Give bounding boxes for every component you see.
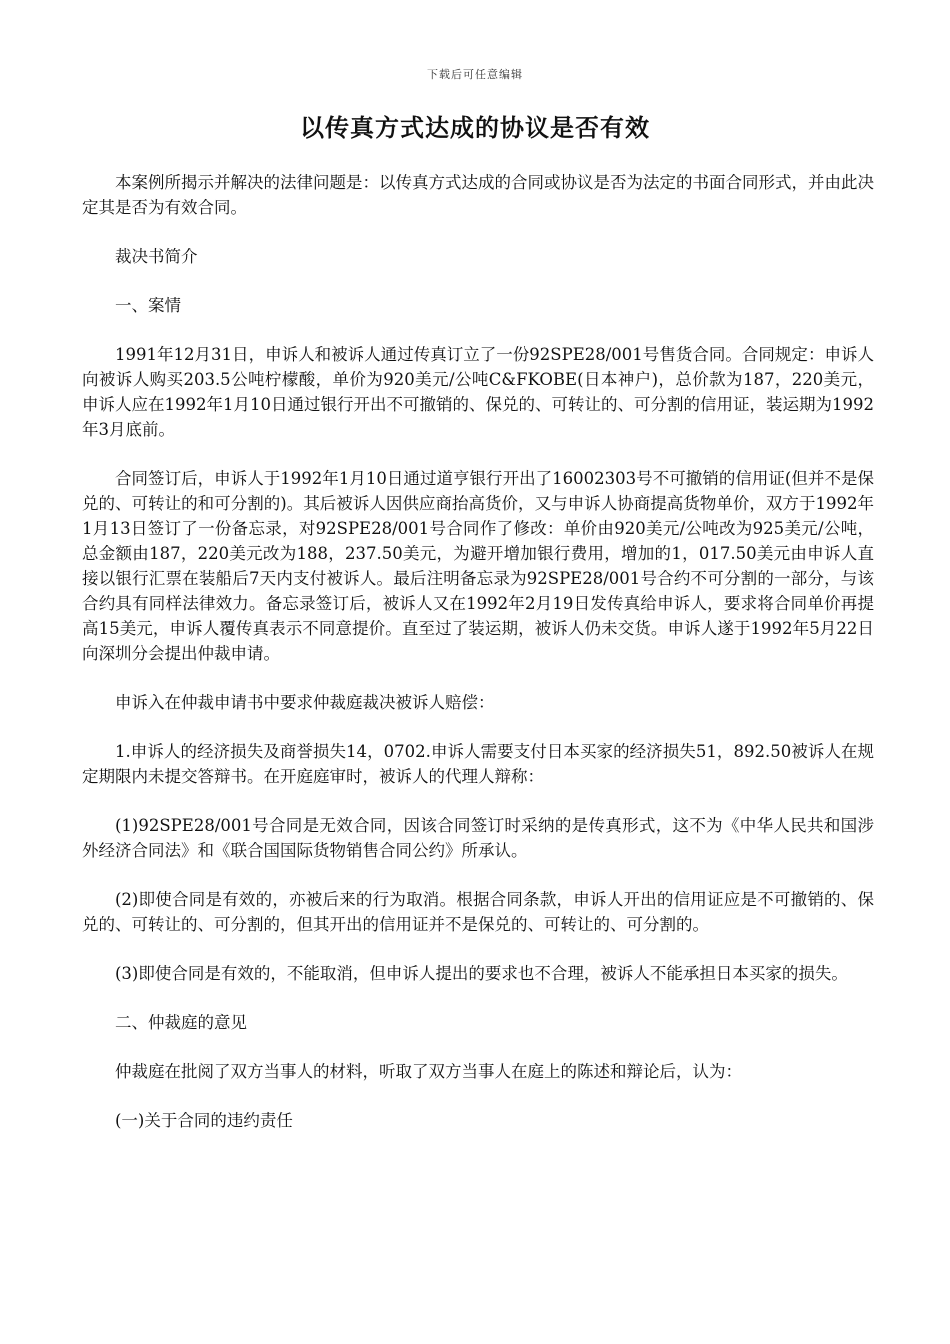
claim-intro-paragraph: 申诉入在仲裁申请书中要求仲裁庭裁决被诉人赔偿： [115, 693, 495, 712]
document-title: 以传真方式达成的协议是否有效 [300, 113, 650, 142]
subsection-heading-liability: (一)关于合同的违约责任 [115, 1111, 293, 1130]
case-paragraph-contract: 1991年12月31日，申诉人和被诉人通过传真订立了一份92SPE28/001号售货合同。合同规定：申诉人向被诉人购买203.5公吨柠檬酸，单价为920美元/公吨C&FKOBE(日本神户)，总价款为187，220美元，申诉人应在1992年1月10日通过银行开出不可撤销的、保兑的、可转让的、可分割的信用证，装运期为1992年3月底前。 [82, 345, 874, 439]
claim-item-1: 1.申诉人的经济损失及商誉损失14，0702.申诉人需要支付日本买家的经济损失51，892.50被诉人在规定期限内未提交答辩书。在开庭庭审时，被诉人的代理人辩称： [82, 742, 874, 786]
document-body [82, 170, 874, 1157]
defense-item-2: (2)即使合同是有效的，亦被后来的行为取消。根据合同条款，申诉人开出的信用证应是不可撤销的、保兑的、可转让的、可分割的，但其开出的信用证并不是保兑的、可转让的、可分割的。 [82, 890, 874, 934]
intro-paragraph: 本案例所揭示并解决的法律问题是：以传真方式达成的合同或协议是否为法定的书面合同形式，并由此决定其是否为有效合同。 [82, 173, 874, 217]
defense-item-3: (3)即使合同是有效的，不能取消，但申诉人提出的要求也不合理，被诉人不能承担日本买家的损失。 [115, 964, 848, 983]
defense-item-1: (1)92SPE28/001号合同是无效合同，因该合同签订时采纳的是传真形式，这不为《中华人民共和国涉外经济合同法》和《联合国国际货物销售合同公约》所承认。 [82, 816, 874, 860]
section-heading-case: 一、案情 [115, 296, 181, 315]
header-note: 下载后可任意编辑 [427, 68, 523, 81]
section-heading-tribunal: 二、仲裁庭的意见 [115, 1013, 247, 1032]
section-heading-summary: 裁决书简介 [115, 247, 198, 266]
tribunal-opinion-paragraph: 仲裁庭在批阅了双方当事人的材料，听取了双方当事人在庭上的陈述和辩论后，认为： [115, 1062, 742, 1081]
case-paragraph-memo: 合同签订后，申诉人于1992年1月10日通过道亨银行开出了16002303号不可撤销的信用证(但并不是保兑的、可转让的和可分割的)。其后被诉人因供应商抬高货价，又与申诉人协商提高货物单价，双方于1992年1月13日签订了一份备忘录，对92SPE28/001号合同作了修改：单价由920美元/公吨改为925美元/公吨，总金额由187，220美元改为188，237.50美元，为避开增加银行费用，增加的1，017.50美元由申诉人直接以银行汇票在装船后7天内支付被诉人。最后注明备忘录为92SPE28/001号合约不可分割的一部分，与该合约具有同样法律效力。备忘录签订后，被诉人又在1992年2月19日发传真给申诉人，要求将合同单价再提高15美元，申诉人覆传真表示不同意提价。直至过了装运期，被诉人仍未交货。申诉人遂于1992年5月22日向深圳分会提出仲裁申请。 [82, 469, 874, 663]
